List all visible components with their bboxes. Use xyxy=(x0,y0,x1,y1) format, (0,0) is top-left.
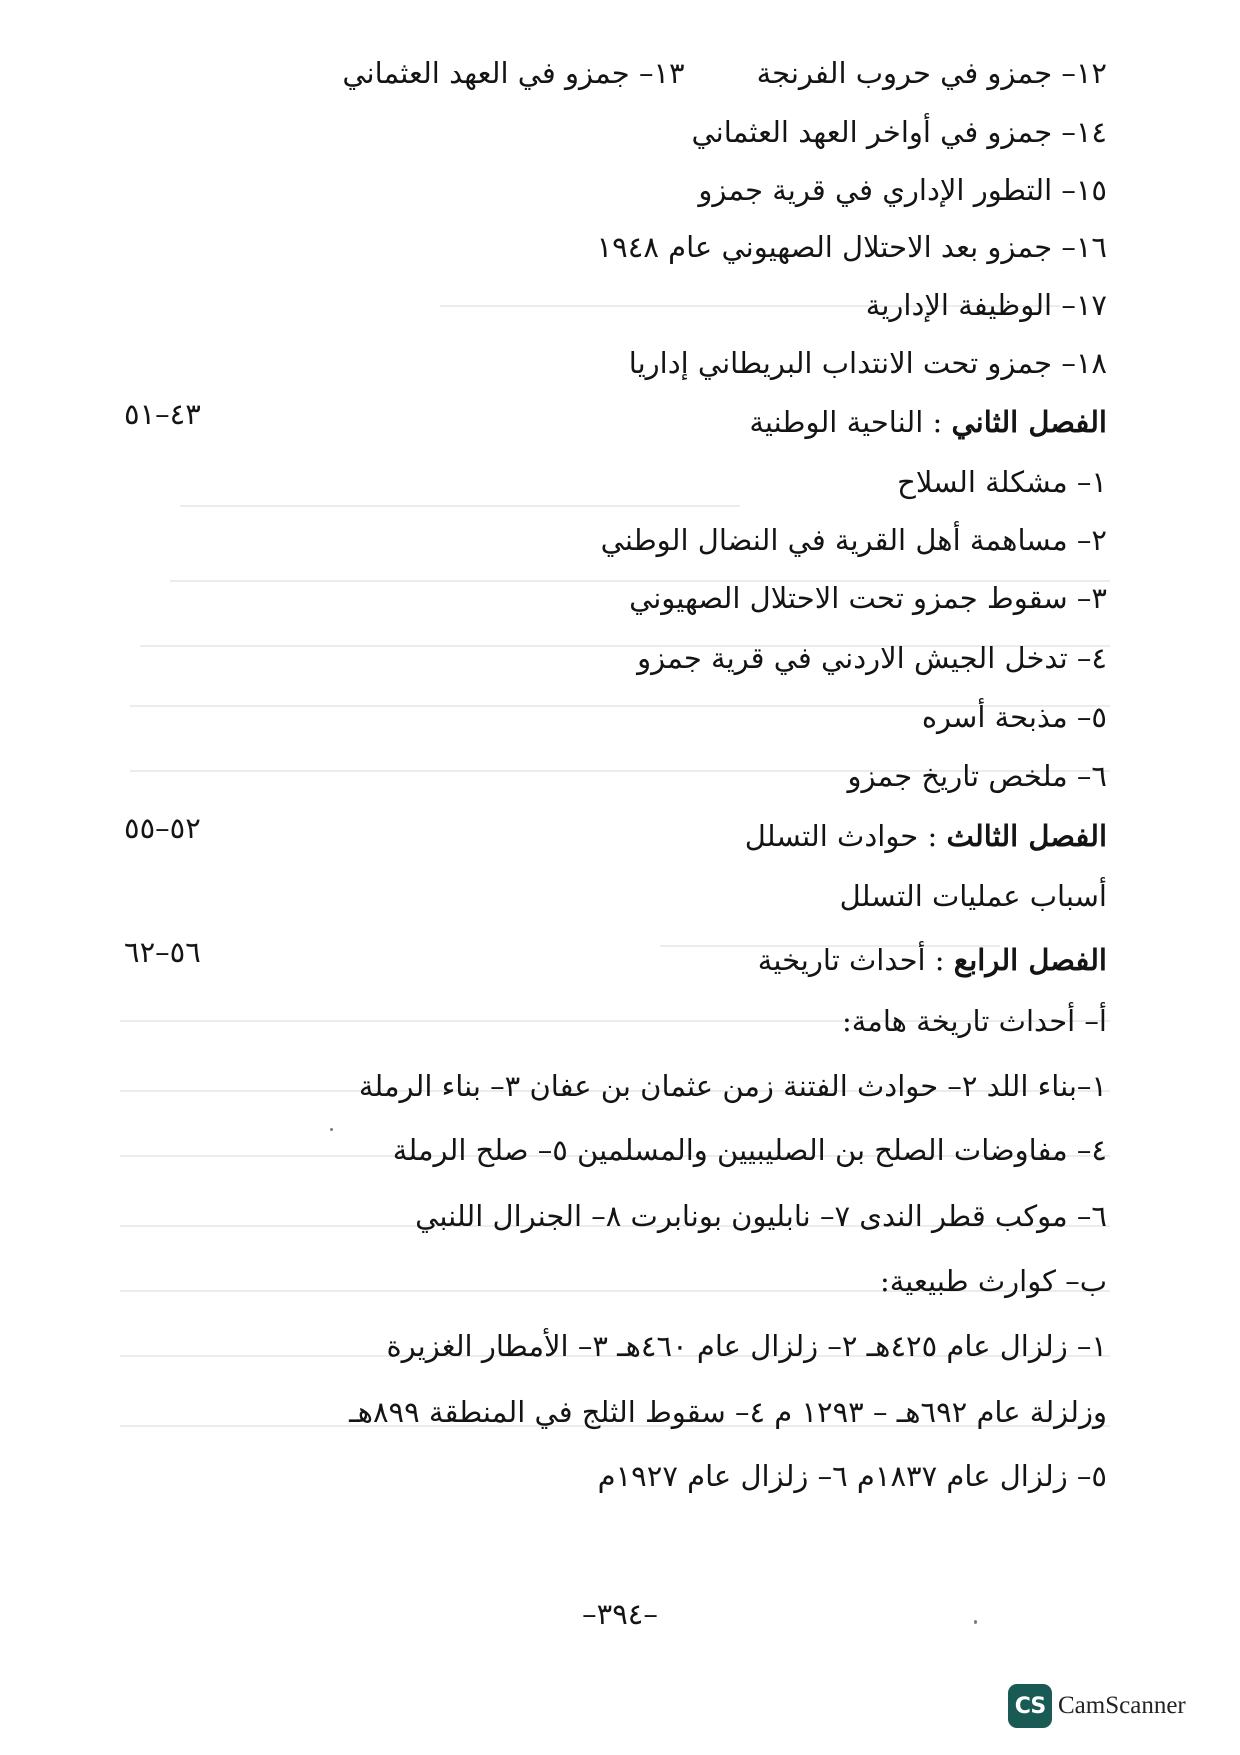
chapter-4-page-range: ٥٦–٦٢ xyxy=(124,935,201,969)
camscanner-watermark xyxy=(1008,1684,1186,1728)
chapter-2-item: ٦– ملخص تاريخ جمزو xyxy=(847,759,1107,793)
scan-speck xyxy=(330,1128,333,1131)
chapter-4-subheading: أ– أحداث تاريخة هامة: xyxy=(841,1004,1107,1038)
chapter-4-item: ١– زلزال عام ٤٢٥هـ ٢– زلزال عام ٤٦٠هـ ٣– الأمطار الغزيرة xyxy=(386,1329,1107,1363)
toc-item-text: الوظيفة الإدارية xyxy=(865,288,1062,322)
chapter-3-page-range: ٥٢–٥٥ xyxy=(124,811,201,845)
toc-item-number: ١٨– xyxy=(1061,346,1107,380)
chapter-label: الفصل الثالث xyxy=(946,819,1107,853)
toc-item-number: ١٢– xyxy=(1061,56,1107,90)
toc-item-text: جمزو تحت الانتداب البريطاني إداريا xyxy=(628,346,1062,380)
toc-item-number: ١٥– xyxy=(1061,173,1107,207)
chapter-4-item: ٥– زلزال عام ١٨٣٧م ٦– زلزال عام ١٩٢٧م xyxy=(597,1459,1107,1493)
chapter-title: : الناحية الوطنية xyxy=(749,405,952,439)
camscanner-logo-icon: CS xyxy=(1008,1684,1052,1728)
toc-item-number: ١٦– xyxy=(1061,230,1107,264)
toc-item-18 xyxy=(629,343,1107,383)
toc-item-number: ١٤– xyxy=(1061,115,1107,149)
chapter-3-heading xyxy=(745,816,1107,856)
camscanner-name: CamScanner xyxy=(1058,1692,1186,1719)
chapter-title: : حوادث التسلل xyxy=(744,819,947,853)
chapter-label: الفصل الثاني xyxy=(951,405,1107,439)
chapter-label: الفصل الرابع xyxy=(953,943,1107,977)
toc-item-text: جمزو في حروب الفرنجة xyxy=(756,56,1062,90)
chapter-2-item: ٢– مساهمة أهل القرية في النضال الوطني xyxy=(600,523,1107,557)
scan-speck xyxy=(974,1620,977,1624)
chapter-3-item: أسباب عمليات التسلل xyxy=(839,879,1107,913)
toc-item-17 xyxy=(866,285,1107,325)
toc-item-number: ١٧– xyxy=(1061,288,1107,322)
chapter-4-item: ١–بناء اللد ٢– حوادث الفتنة زمن عثمان بن عفان ٣– بناء الرملة xyxy=(358,1069,1107,1103)
toc-item-text: جمزو بعد الاحتلال الصهيوني عام ١٩٤٨ xyxy=(596,230,1062,264)
chapter-4-subheading: ب– كوارث طبيعية: xyxy=(879,1264,1107,1298)
chapter-2-item: ٥– مذبحة أسره xyxy=(921,700,1107,734)
chapter-2-item: ٤– تدخل الجيش الاردني في قرية جمزو xyxy=(637,641,1107,675)
chapter-4-item: ٦– موكب قطر الندى ٧– نابليون بونابرت ٨– الجنرال اللنبي xyxy=(415,1199,1107,1233)
toc-item-number: ١٣– xyxy=(638,56,685,90)
toc-item-12-13 xyxy=(342,53,1107,93)
toc-item-text: جمزو في أواخر العهد العثماني xyxy=(691,115,1062,149)
chapter-title: : أحداث تاريخية xyxy=(757,943,954,977)
chapter-4-item: وزلزلة عام ٦٩٢هـ – ١٢٩٣ م ٤– سقوط الثلج في المنطقة ٨٩٩هـ xyxy=(349,1395,1107,1429)
toc-item-text: التطور الإداري في قرية جمزو xyxy=(698,173,1062,207)
chapter-2-item: ١– مشكلة السلاح xyxy=(897,465,1107,499)
chapter-2-page-range: ٤٣–٥١ xyxy=(124,397,201,431)
toc-item-16 xyxy=(597,227,1107,267)
page-number: –٣٩٤– xyxy=(582,1597,658,1631)
chapter-2-heading xyxy=(749,402,1107,442)
chapter-2-item: ٣– سقوط جمزو تحت الاحتلال الصهيوني xyxy=(629,581,1107,615)
toc-item-14 xyxy=(692,112,1107,152)
bleed-through-mark xyxy=(180,505,740,507)
toc-item-text: جمزو في العهد العثماني xyxy=(342,56,639,90)
chapter-4-item: ٤– مفاوضات الصلح بن الصليبيين والمسلمين ٥– صلح الرملة xyxy=(392,1133,1107,1167)
chapter-4-heading xyxy=(758,940,1107,980)
toc-item-15 xyxy=(698,170,1107,210)
